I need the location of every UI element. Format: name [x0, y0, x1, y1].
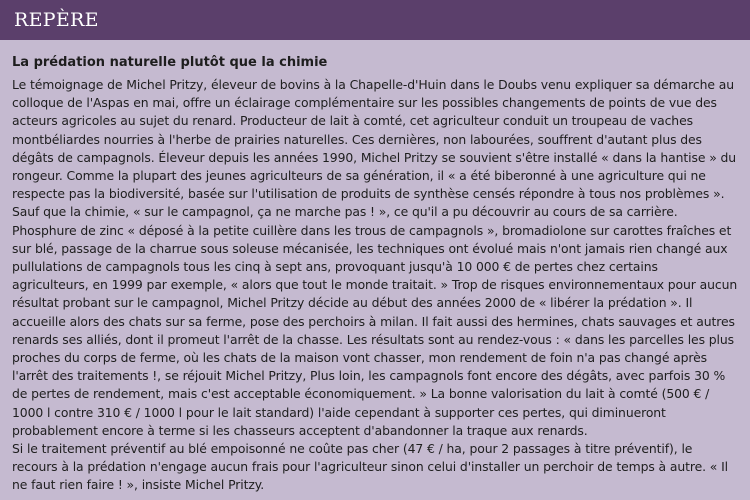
banner-label: REPÈRE	[0, 0, 750, 40]
article-paragraph: Si le traitement préventif au blé empoisonné ne coûte pas cher (47 € / ha, pour 2 passages à titre préventif), le recours à la prédation n'engage aucun frais pour l'agriculteur sinon celui d'installer un perchoir de temps à autre. « Il ne faut rien faire ! », insiste Michel Pritzy.	[12, 441, 729, 493]
article-body	[0, 40, 750, 495]
article-title: La prédation naturelle plutôt que la chimie	[12, 55, 328, 70]
article-paragraph: Le témoignage de Michel Pritzy, éleveur de bovins à la Chapelle-d'Huin dans le Doubs venu expliquer sa démarche au colloque de l'Aspas en mai, offre un éclairage complémentaire sur les possibles changements de points de vue des acteurs agricoles au sujet du renard. Producteur de lait à comté, cet agriculteur conduit un troupeau de vaches montbéliardes nourries à l'herbe de prairies naturelles. Ces dernières, non labourées, souffrent d'autant plus des dégâts de campagnols. Éleveur depuis les années 1990, Michel Pritzy se souvient s'être installé « dans la hantise » du rongeur. Comme la plupart des jeunes agriculteurs de sa génération, il « a été biberonné à une agriculture qui ne respecte pas la biodiversité, basée sur l'utilisation de produits de synthèse censés répondre à tous nos problèmes ». Sauf que la chimie, « sur le campagnol, ça ne marche pas ! », ce qu'il a pu découvrir au cours de sa carrière.	[12, 77, 737, 220]
article-paragraph: Phosphure de zinc « déposé à la petite cuillère dans les trous de campagnols », bromadiolone sur carottes fraîches et sur blé, passage de la charrue sous soleuse mécanisée, les techniques ont évolué mais n'ont jamais rien changé aux pullulations de campagnols tous les cinq à sept ans, provoquant jusqu'à 10 000 € de pertes chez certains agriculteurs, en 1999 par exemple, « alors que tout le monde traitait. » Trop de risques environnementaux pour aucun résultat probant sur le campagnol, Michel Pritzy décide au début des années 2000 de « libérer la prédation ». Il accueille alors des chats sur sa ferme, pose des perchoirs à milan. Il fait aussi des hermines, chats sauvages et autres renards ses alliés, dont il promeut l'arrêt de la chasse. Les résultats sont au rendez-vous : « dans les parcelles les plus proches du corps de ferme, où les chats de la maison vont chasser, mon rendement de foin n'a pas changé après l'arrêt des traitements !, se réjouit Michel Pritzy, Plus loin, les campagnols font encore des dégâts, avec parfois 30 % de pertes de rendement, mais c'est acceptable économiquement. » La bonne valorisation du lait à comté (500 € / 1000 l contre 310 € / 1000 l pour le lait standard) l'aide cependant à supporter ces pertes, qui diminueront probablement encore à terme si les chasseurs acceptent d'abandonner la traque aux renards.	[12, 222, 738, 438]
